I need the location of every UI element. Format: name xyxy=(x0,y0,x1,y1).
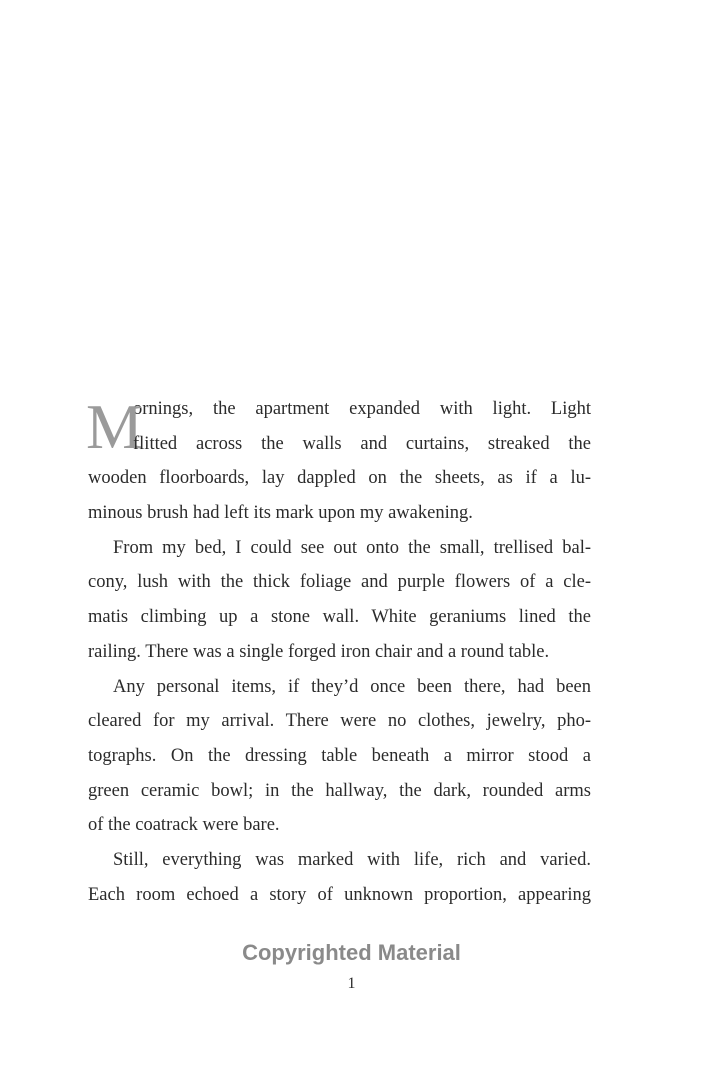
text-line: From my bed, I could see out onto the small, trellised bal- xyxy=(113,537,591,558)
text-line: Still, everything was marked with life, rich and varied. xyxy=(113,849,591,870)
text-line: Each room echoed a story of unknown proportion, appearing xyxy=(88,884,591,905)
text-line: wooden floorboards, lay dappled on the sheets, as if a lu- xyxy=(88,468,591,489)
text-line: tographs. On the dressing table beneath a mirror stood a xyxy=(88,745,591,766)
drop-cap: M xyxy=(86,391,143,462)
text-line: flitted across the walls and curtains, streaked the xyxy=(133,433,591,454)
text-line: matis climbing up a stone wall. White geraniums lined the xyxy=(88,607,591,628)
page-number: 1 xyxy=(347,975,356,992)
copyright-watermark: Copyrighted Material xyxy=(242,940,461,965)
text-line: railing. There was a single forged iron chair and a round table. xyxy=(88,641,550,662)
text-line: Any personal items, if they’d once been there, had been xyxy=(113,676,591,697)
text-line: minous brush had left its mark upon my awakening. xyxy=(88,503,473,524)
text-line: of the coatrack were bare. xyxy=(88,815,280,836)
text-line: cleared for my arrival. There were no clothes, jewelry, pho- xyxy=(88,711,591,732)
body-text xyxy=(88,392,591,912)
text-line: green ceramic bowl; in the hallway, the dark, rounded arms xyxy=(88,780,591,801)
text-line: cony, lush with the thick foliage and purple flowers of a cle- xyxy=(88,572,591,593)
line-text: ornings, the apartment expanded with light. Light xyxy=(133,399,591,419)
